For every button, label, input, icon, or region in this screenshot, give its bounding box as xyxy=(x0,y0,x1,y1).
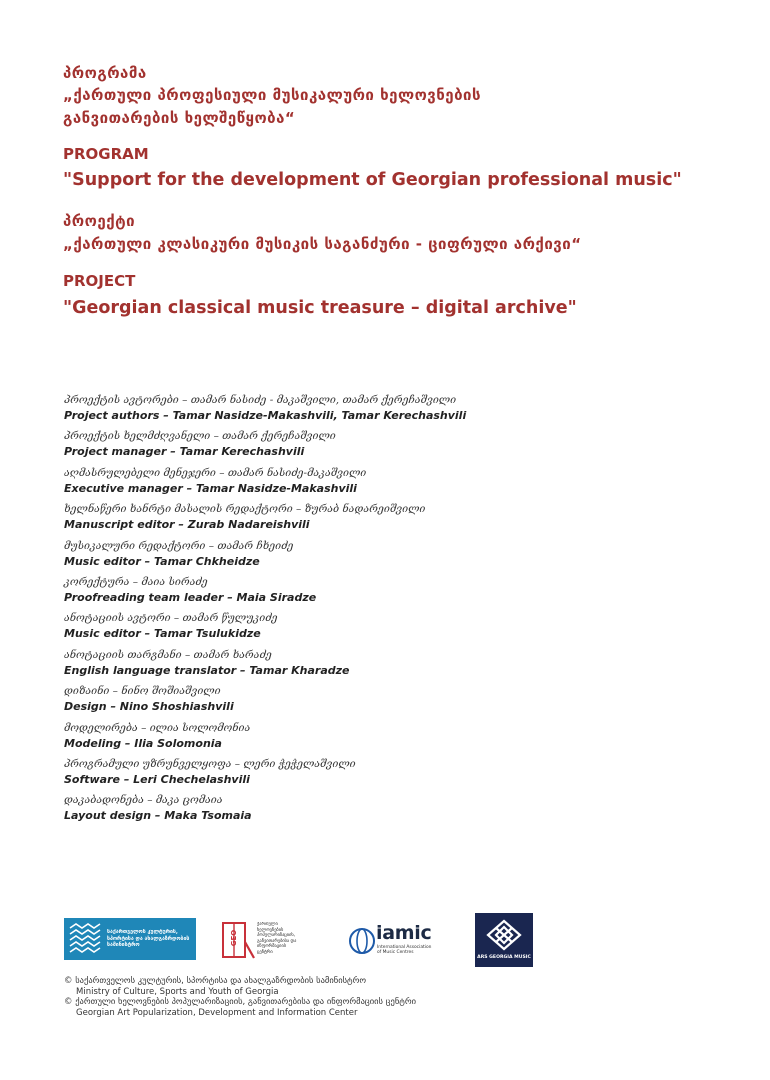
credit-geo: ანოტაციის ავტორი – თამარ წულუკიძე xyxy=(64,612,278,625)
credit-item xyxy=(64,684,584,720)
credit-en: Layout design – Maka Tsomaia xyxy=(64,809,252,823)
credit-item xyxy=(64,721,584,757)
ars-knot-icon xyxy=(486,919,522,951)
program-label-en: PROGRAM xyxy=(63,145,149,163)
copyright-line-en-1: Ministry of Culture, Sports and Youth of Georgia xyxy=(76,986,279,997)
credit-en: Project authors – Tamar Nasidze-Makashvili, Tamar Kerechashvili xyxy=(64,409,467,422)
program-title-en: "Support for the development of Georgian professional music" xyxy=(63,170,682,190)
project-title-en: "Georgian classical music treasure – digital archive" xyxy=(63,298,577,318)
credit-geo: დიზაინი – ნინო შოშიაშვილი xyxy=(64,685,221,698)
geo-logo-text: ქართული ხელოვნების პოპულარიზაციის, განვითარებისა და ინფორმაციის ცენტრი xyxy=(257,922,297,955)
credits-list xyxy=(64,393,584,830)
project-label-en: PROJECT xyxy=(63,272,136,290)
credit-item xyxy=(64,648,584,684)
iamic-subtitle: International Association of Music Centres xyxy=(377,945,432,956)
iamic-name: iamic xyxy=(376,922,432,944)
program-title-geo-line2: განვითარების ხელშეწყობა“ xyxy=(63,109,296,127)
ars-logo-text: ARS GEORGIA MUSIC xyxy=(477,955,531,960)
credit-en: Manuscript editor – Zurab Nadareishvili xyxy=(64,518,310,532)
program-title-geo-line1: „ქართული პროფესიული მუსიკალური ხელოვნების xyxy=(63,86,482,104)
credit-en: Software – Leri Chechelashvili xyxy=(64,772,250,786)
copyright-line-geo-1: © საქართველოს კულტურის, სპორტისა და ახალგაზრდობის სამინისტრო xyxy=(64,976,367,986)
credit-en: English language translator – Tamar Kharadze xyxy=(64,663,350,677)
project-label-geo: პროექტი xyxy=(63,212,136,230)
project-title-geo: „ქართული კლასიკური მუსიკის საგანძური - ციფრული არქივი“ xyxy=(63,235,582,253)
credit-geo: პროექტის ავტორები – თამარ ნასიძე - მაკაშვილი, თამარ ქერეჩაშვილი xyxy=(64,394,457,406)
ministry-logo-text: საქართველოს კულტურის, სპორტისა და ახალგაზრდობის სამინისტრო xyxy=(107,929,190,949)
credit-en: Music editor – Tamar Tsulukidze xyxy=(64,627,261,641)
credit-item xyxy=(64,466,584,502)
copyright-footer xyxy=(64,976,416,1018)
credit-en: Proofreading team leader – Maia Siradze xyxy=(64,590,317,604)
credit-item xyxy=(64,539,584,575)
credit-geo: კორექტურა – მაია სირაძე xyxy=(64,575,208,588)
iamic-logo xyxy=(348,922,468,962)
copyright-line-en-2: Georgian Art Popularization, Development and Information Center xyxy=(76,1007,358,1018)
credit-geo: მუსიკალური რედაქტორი – თამარ ჩხეიძე xyxy=(64,539,294,552)
geo-logo-mark: GEO xyxy=(230,929,238,947)
credit-item xyxy=(64,429,584,465)
credit-en: Design – Nino Shoshiashvili xyxy=(64,700,234,714)
credit-geo: ხელნაწერი ხანრტი მასალის რედაქტორი – ზურაბ ნადარეიშვილი xyxy=(64,503,426,516)
geo-logo-mark-icon xyxy=(222,922,256,960)
ars-georgia-logo xyxy=(475,913,533,967)
credit-item xyxy=(64,575,584,611)
credit-en: Executive manager – Tamar Nasidze-Makashvili xyxy=(64,481,357,495)
credit-geo: მოდელირება – ილია სოლომონია xyxy=(64,721,251,734)
credit-item xyxy=(64,611,584,647)
credit-en: Modeling – Ilia Solomonia xyxy=(64,736,222,750)
copyright-line-geo-2: © ქართული ხელოვნების პოპულარიზაციის, განვითარებისა და ინფორმაციის ცენტრი xyxy=(64,997,417,1007)
ministry-emblem-icon xyxy=(68,922,104,956)
credit-geo: აღმასრულებელი მენეჯერი – თამარ ნასიძე-მაკაშვილი xyxy=(64,466,367,479)
credit-geo: პროექტის ხელმძღვანელი – თამარ ქერეჩაშვილი xyxy=(64,430,336,443)
credit-en: Project manager – Tamar Kerechashvili xyxy=(64,445,305,459)
credit-geo: დაკაბადონება – მაკა ცომაია xyxy=(64,794,223,807)
geo-center-logo xyxy=(222,922,302,960)
credit-item xyxy=(64,793,584,829)
credit-en: Music editor – Tamar Chkheidze xyxy=(64,554,260,568)
iamic-circle-icon xyxy=(348,927,376,955)
credit-geo: ანოტაციის თარგმანი – თამარ ხარაძე xyxy=(64,648,272,661)
ministry-logo xyxy=(64,918,196,960)
credit-geo: პროგრამული უზრუნველყოფა – ლერი ჭეჭელაშვილი xyxy=(64,757,356,770)
credit-item xyxy=(64,757,584,793)
program-label-geo: პროგრამა xyxy=(63,64,147,82)
credit-item xyxy=(64,502,584,538)
credit-item xyxy=(64,393,584,429)
